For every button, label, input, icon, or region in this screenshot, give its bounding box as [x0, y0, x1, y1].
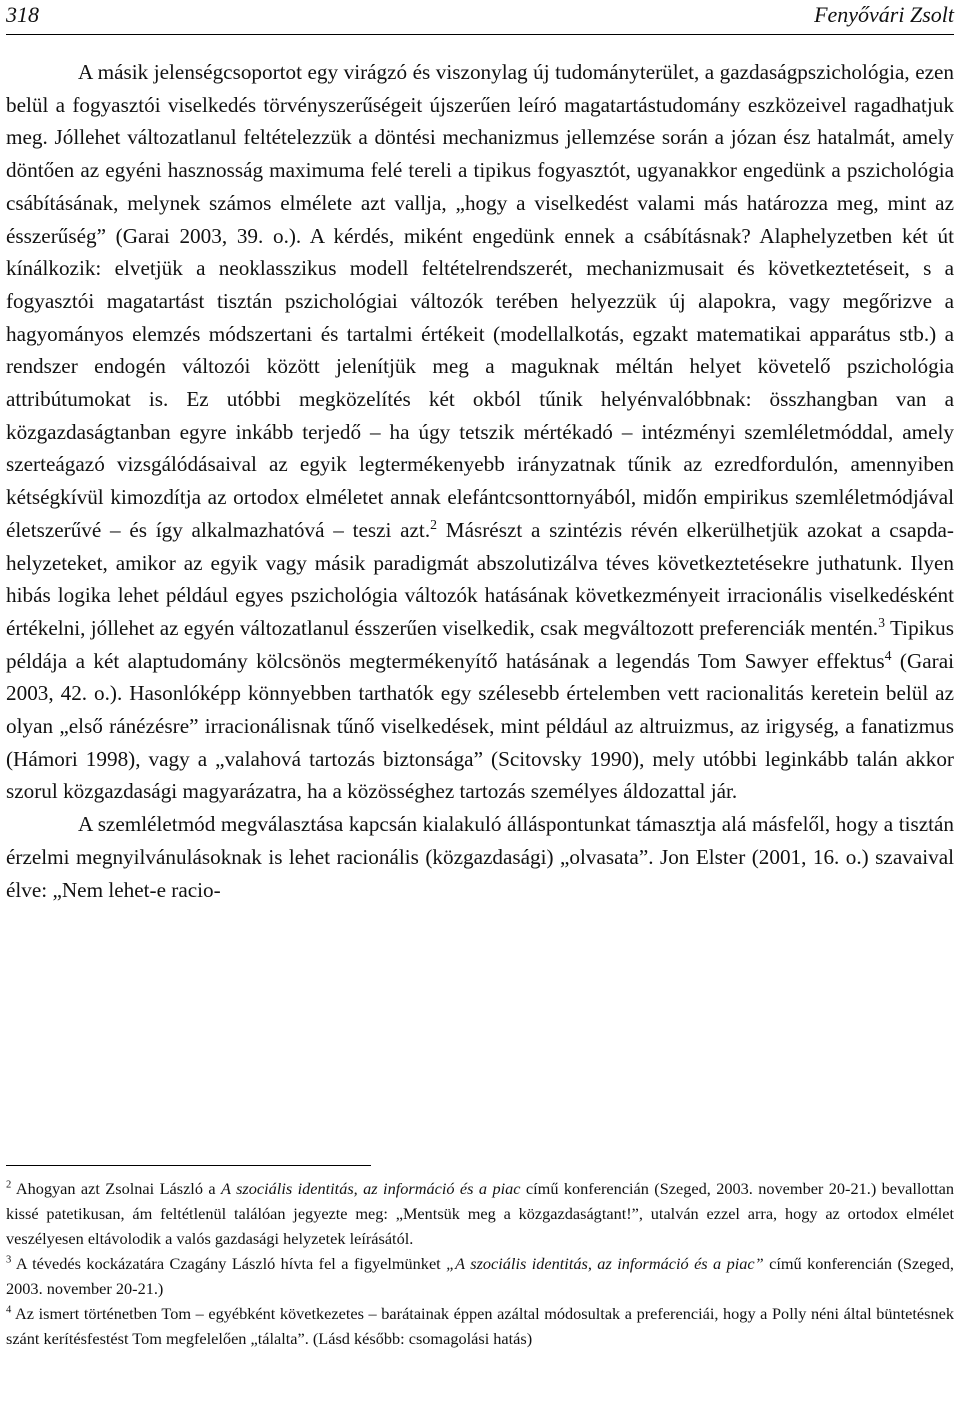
- paragraph-text: Tipikus példája a két alaptudomány kölcsönös megtermékenyítő hatásának a legendás Tom Sawyer effektus: [6, 615, 954, 673]
- footnote-ref-2[interactable]: 2: [430, 516, 438, 532]
- paragraph: [6, 808, 954, 906]
- footnote-ref-3[interactable]: 3: [878, 614, 885, 630]
- footnote-number: 2: [6, 1179, 12, 1191]
- footnote-number: 3: [6, 1254, 12, 1266]
- footnote-separator: [6, 1165, 371, 1166]
- paragraph-text: A másik jelenségcsoportot egy virágzó és viszonylag új tudományterület, a gazdaságpszichológia, ezen belül a fogyasztói viselkedés törvényszerűségeit újszerűen leíró magatartástudomány eszközeivel ragadhatjuk meg. Jóllehet változatlanul feltételezzük a döntési mechanizmus jellemzése során a józan ész hatalmát, amely döntően az egyéni hasznosság maximuma felé tereli a tipikus fogyasztót, ugyanakkor engedünk a pszichológia csábításának, melynek számos elmélete azt vallja, „hogy a viselkedést valami más határozza meg, mint az ésszerűség” (Garai 2003, 39. o.). A kérdés, miként engedünk ennek a csábításnak? Alaphelyzetben két út kínálkozik: elvetjük a neoklasszikus modell feltételrendszerét, mechanizmusait és következtetéseit, s a fogyasztói magatartást tisztán pszichológiai változók terében helyezzük új alapokra, vagy megőrizve a hagyományos elemzés módszertani és tartalmi értékeit (modellalkotás, egzakt matematikai apparátus stb.) a rendszer endogén változói között jelenítjük meg a maguknak méltán helyet követelő pszichológia attribútumokat is. Ez utóbbi megközelítés két okból tűnik helyénvalóbbnak: összhangban van a közgazdaságtanban egyre inkább terjedő – ha úgy tetszik mértékadó – intézményi szemléletmóddal, amely szerteágazó vizsgálódásaival az egyik legtermékenyebb irányzatnak tűnik az ezredfordulón, amennyiben kétségkívül kimozdítja az ortodox elméletet annak elefántcsonttornyából, midőn empirikus szemléletmódjával életszerűvé – és így alkalmazhatóvá – teszi azt.: [6, 60, 954, 542]
- footnote-4: [6, 1301, 954, 1351]
- footnote-text: A tévedés kockázatára Czagány László hívta fel a figyelmünket: [11, 1254, 447, 1273]
- paragraph-text: A szemléletmód megválasztása kapcsán kialakuló álláspontunkat támasztja alá másfelől, hogy a tisztán érzelmi megnyilvánulásoknak is lehet racionális (közgazdasági) „olvasata”. Jon Elster (2001, 16. o.) szavaival élve: „Nem lehet-e racio-: [6, 812, 954, 902]
- footnotes: [6, 1165, 954, 1351]
- footnote-text: Ahogyan azt Zsolnai László a: [11, 1179, 222, 1198]
- footnote-title: A szociális identitás, az információ és a piac: [221, 1179, 521, 1198]
- page-number: 318: [6, 2, 39, 27]
- paragraph-text: Másrészt a szintézis révén elkerülhetjük azokat a csapda-helyzeteket, amikor az egyik vagy másik paradigmát abszolutizálva téves következtetésekre juthatunk. Ilyen hibás logika lehet például egyes pszichológia változók hatásának következményeit irracionális viselkedésként értékelni, jóllehet az egyén változatlanul ésszerűen viselkedik, csak megváltozott preferenciák mentén.: [6, 517, 954, 640]
- footnote-text: Az ismert történetben Tom – egyébként következetes – barátainak éppen azáltal módosultak a preferenciái, hogy a Polly néni által büntetésnek szánt kerítésfestést Tom megfelelően „tálalta”. (Lásd később: csomagolási hatás): [6, 1304, 954, 1348]
- paragraph: [6, 56, 954, 808]
- footnote-number: 4: [6, 1304, 12, 1316]
- footnote-text: című konferencián (Szeged, 2003. november 20-21.): [6, 1254, 954, 1298]
- paragraph-text: (Garai 2003, 42. o.). Hasonlóképp könnyebben tarthatók egy szélesebb értelemben vett racionalitás keretein belül az olyan „első ránézésre” irracionálisnak tűnő viselkedések, mint például az altruizmus, az irigység, a fanatizmus (Hámori 1998), vagy a „valahová tartozás biztonsága” (Scitovsky 1990), mely utóbbi leginkább talán akkor szorul közgazdasági magyarázatra, ha a közösséghez tartozás személyes áldozattal jár.: [6, 648, 954, 804]
- footnote-title: „A szociális identitás, az információ és a piac”: [446, 1254, 764, 1273]
- footnote-ref-4[interactable]: 4: [884, 647, 892, 663]
- running-header-author: Fenyővári Zsolt: [814, 2, 954, 27]
- main-text: [6, 56, 954, 906]
- footnote-3: [6, 1251, 954, 1301]
- footnote-2: [6, 1176, 954, 1251]
- running-header: [6, 0, 954, 35]
- footnote-text: című konferencián (Szeged, 2003. november 20-21.) bevallottan kissé patetikusan, ám feltétlenül találóan jegyezte meg: „Mentsük meg a közgazdaságtant!”, utalván ezzel arra, hogy az ortodox elmélet veszélyesen eltávolodik a valós gazdasági helyzetek leírásától.: [6, 1179, 954, 1248]
